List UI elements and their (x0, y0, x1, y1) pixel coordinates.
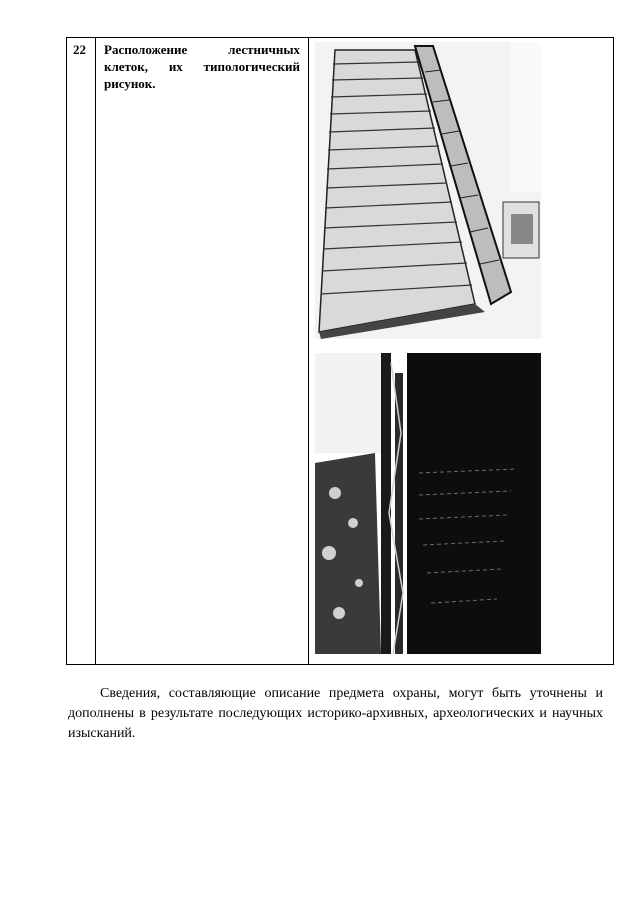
stair-photo-lower (315, 353, 541, 654)
stair-photo-upper (315, 42, 541, 339)
closing-note: Сведения, составляющие описание предмета охраны, могут быть уточнены и дополнены в результате последующих историко-архивных, археологических и научных изысканий. (68, 686, 603, 741)
table-row (67, 38, 614, 665)
staircase-image (315, 42, 541, 339)
photo-cell (309, 38, 614, 665)
dark-staircase-image (315, 353, 541, 654)
description-table (66, 37, 614, 665)
row-number: 22 (67, 38, 96, 665)
row-description: Расположение лестничных клеток, их типологический рисунок. (96, 38, 309, 665)
